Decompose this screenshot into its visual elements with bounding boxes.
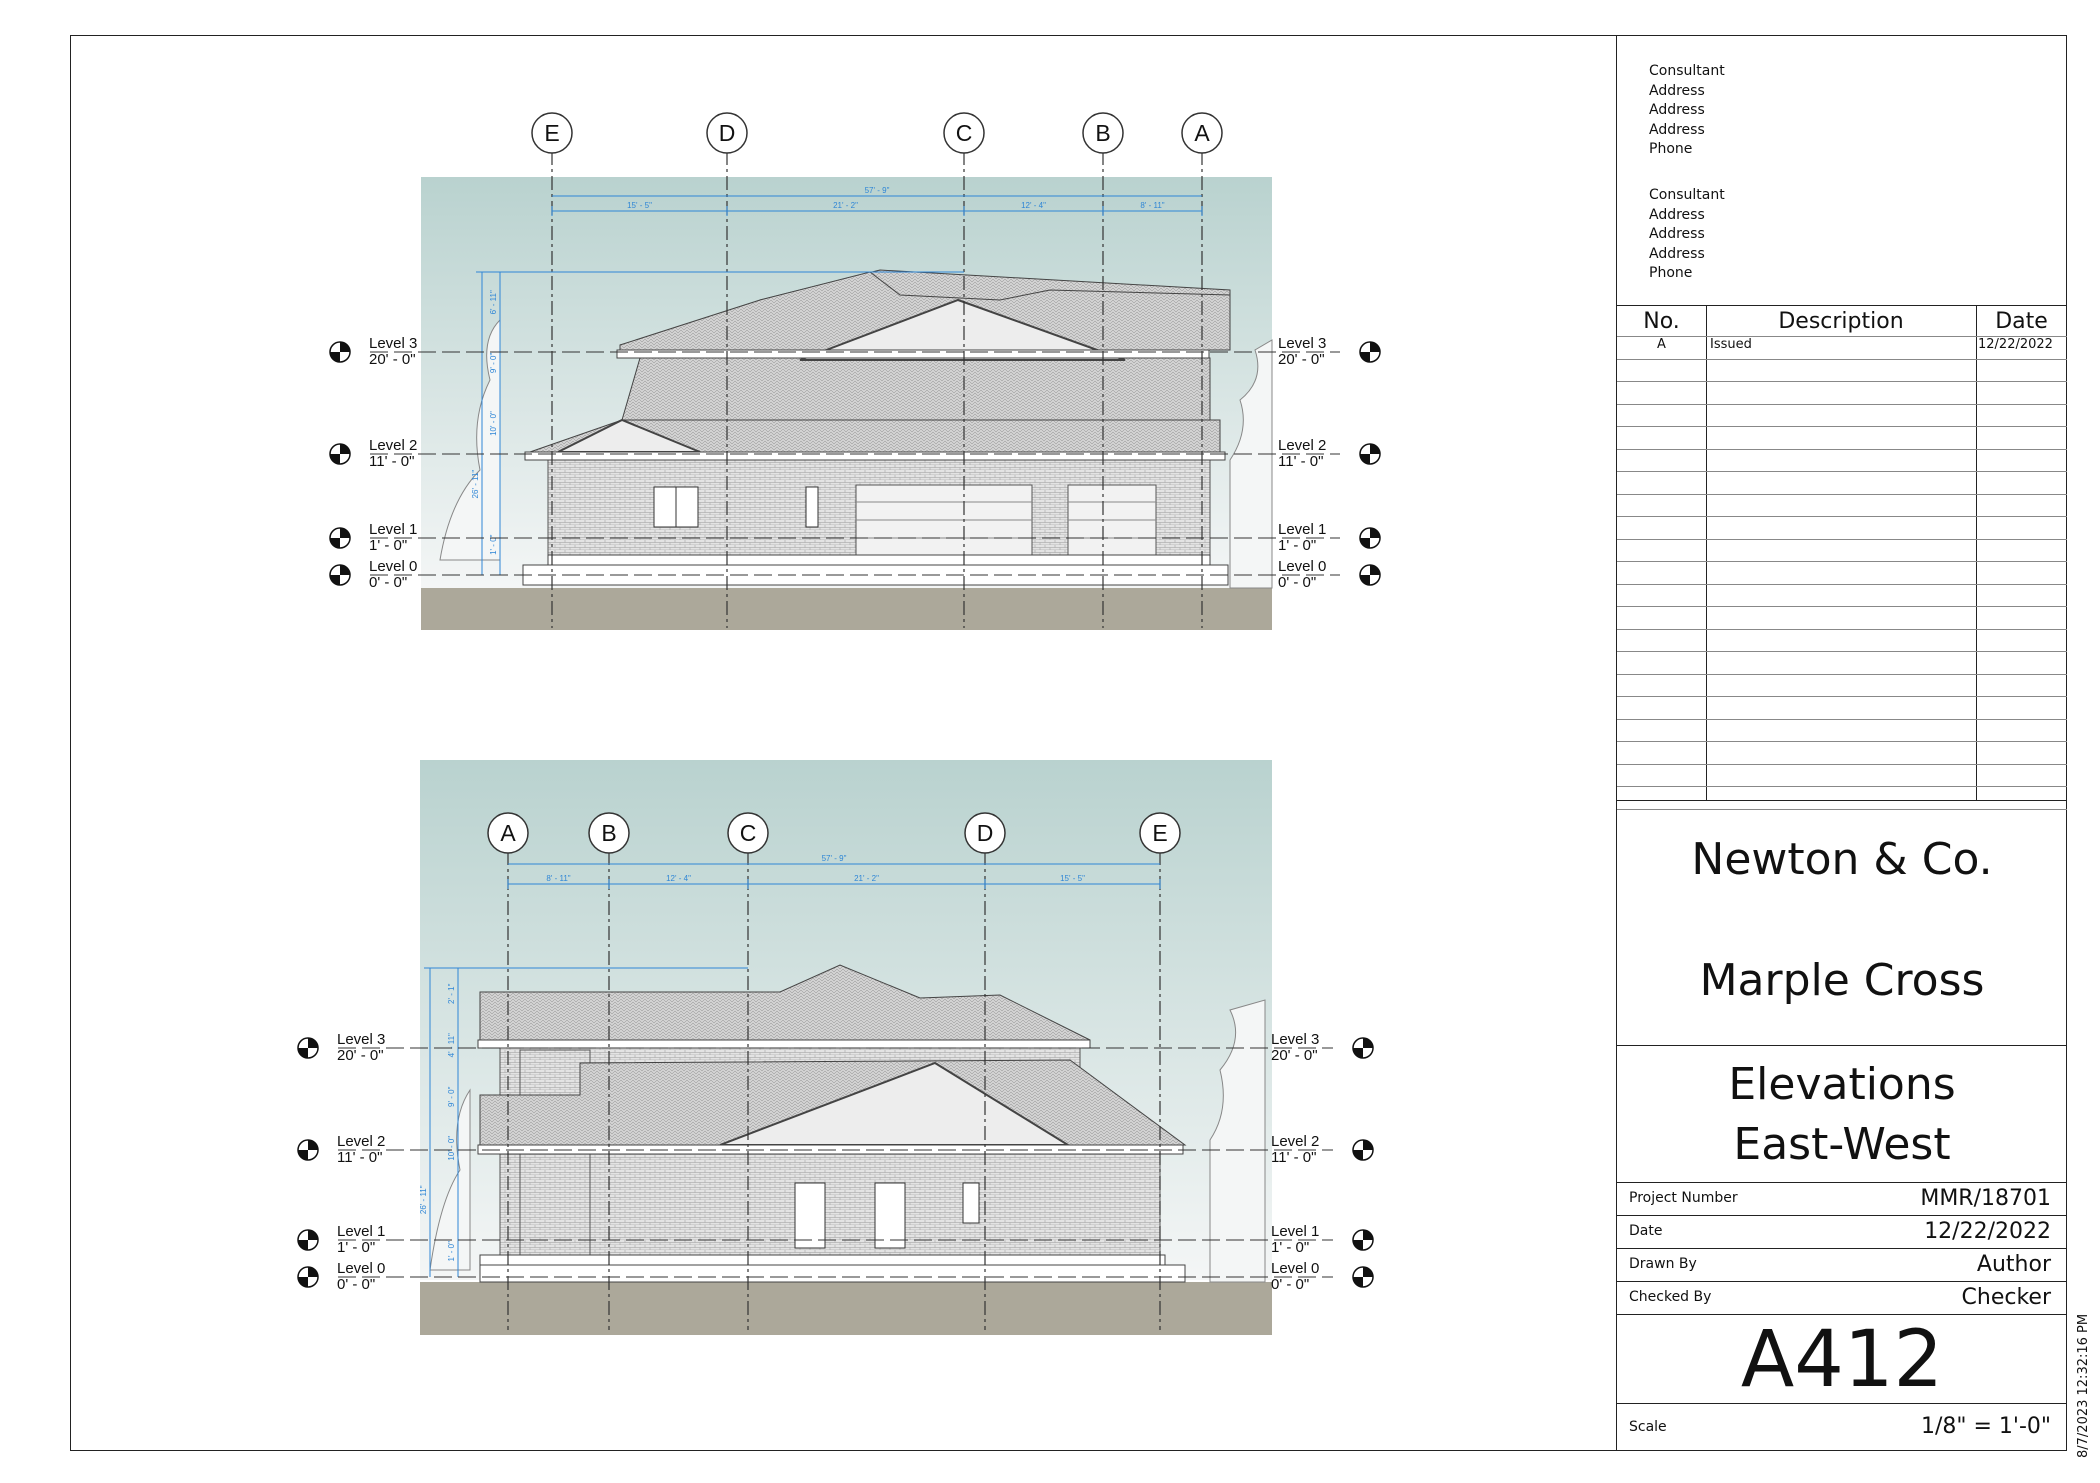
level-name: Level 1 — [1278, 521, 1327, 538]
grid-label: C — [955, 120, 973, 146]
revision-row-empty — [1617, 584, 2067, 601]
grid-label: A — [500, 820, 516, 846]
grid-label: A — [1194, 120, 1210, 146]
vertical-dimension-text: 1' - 0" — [447, 1241, 456, 1262]
print-timestamp-text: 8/7/2023 12:32:16 PM — [2076, 1313, 2091, 1458]
grid-label: C — [739, 820, 757, 846]
level-name: Level 0 — [1278, 558, 1327, 575]
revision-date: 12/22/2022 — [1978, 337, 2053, 352]
sheet-title-line: East-West — [1733, 1118, 1951, 1170]
level-elevation: 11' - 0" — [369, 453, 415, 470]
project-number-value: MMR/18701 — [1920, 1186, 2051, 1211]
level-name: Level 3 — [1278, 335, 1327, 352]
level-marker-icon — [1360, 565, 1380, 585]
revision-row-empty — [1617, 674, 2067, 691]
segment-dimension-text: 12' - 4" — [1021, 201, 1046, 210]
revision-table — [1617, 305, 2067, 801]
segment-dimension-text: 15' - 5" — [627, 201, 652, 210]
level-elevation: 0' - 0" — [1271, 1276, 1310, 1293]
level-marker-icon — [330, 342, 350, 362]
date-row — [1617, 1215, 2067, 1249]
level-name: Level 0 — [369, 558, 418, 575]
vertical-dimension-text: 1' - 0" — [489, 534, 498, 555]
date-value: 12/22/2022 — [1924, 1219, 2051, 1244]
sheet-number: A412 — [1617, 1314, 2067, 1404]
level-marker-icon — [1353, 1038, 1373, 1058]
company-name: Newton & Co. — [1691, 833, 1993, 885]
level-name: Level 2 — [1271, 1133, 1320, 1150]
print-timestamp — [2072, 1280, 2098, 1460]
revision-row — [1617, 336, 2067, 353]
level-elevation: 1' - 0" — [337, 1239, 376, 1256]
grid-label: B — [601, 820, 617, 846]
level-marker-icon — [298, 1140, 318, 1160]
vertical-dimension-text: 2' - 1" — [447, 983, 456, 1004]
vertical-dimension-text: 9' - 0" — [447, 1086, 456, 1107]
grid-label: D — [976, 820, 994, 846]
level-marker-icon — [330, 565, 350, 585]
revision-row-empty — [1617, 516, 2067, 533]
revision-row-empty — [1617, 741, 2067, 758]
level-elevation: 0' - 0" — [337, 1276, 376, 1293]
consultant-name: Consultant — [1649, 63, 1725, 79]
consultant-address: Address — [1649, 206, 1705, 223]
level-name: Level 0 — [337, 1260, 386, 1277]
vertical-dimension-text: 26' - 11" — [471, 469, 480, 499]
consultant-name: Consultant — [1649, 187, 1725, 203]
vertical-dimension-text: 10' - 0" — [447, 1135, 456, 1161]
revision-header-description: Description — [1778, 308, 1904, 334]
project-name: Marple Cross — [1699, 954, 1985, 1006]
revision-row-empty — [1617, 404, 2067, 421]
level-name: Level 3 — [369, 335, 418, 352]
consultant-address: Address — [1649, 226, 1705, 242]
level-name: Level 3 — [337, 1031, 386, 1048]
revision-row-empty — [1617, 696, 2067, 713]
level-elevation: 1' - 0" — [1271, 1239, 1310, 1256]
project-number-label: Project Number — [1629, 1190, 1738, 1206]
level-marker-icon — [1360, 528, 1380, 548]
overall-dimension-text: 57' - 9" — [864, 186, 890, 195]
revision-no: A — [1657, 337, 1666, 352]
level-elevation: 11' - 0" — [1271, 1149, 1317, 1166]
revision-row-empty — [1617, 539, 2067, 556]
segment-dimension-text: 21' - 2" — [833, 201, 858, 210]
revision-row-empty — [1617, 651, 2067, 668]
level-name: Level 1 — [337, 1223, 386, 1240]
level-elevation: 20' - 0" — [369, 351, 416, 368]
revision-row-empty — [1617, 764, 2067, 781]
grid-label: B — [1095, 120, 1111, 146]
level-marker-icon — [298, 1230, 318, 1250]
title-block — [1616, 35, 2067, 1451]
revision-description: Issued — [1710, 337, 1752, 352]
level-elevation: 20' - 0" — [337, 1047, 384, 1064]
sheet-title-line: Elevations — [1728, 1058, 1956, 1110]
segment-dimension-text: 15' - 5" — [1060, 874, 1085, 883]
revision-row-empty — [1617, 606, 2067, 623]
overall-dimension-text: 57' - 9" — [821, 854, 847, 863]
segment-dimension-text: 12' - 4" — [666, 874, 691, 883]
revision-row-empty — [1617, 381, 2067, 398]
vertical-dimension-text: 10' - 0" — [489, 411, 498, 436]
segment-dimension-text: 21' - 2" — [854, 874, 879, 883]
level-marker-icon — [298, 1038, 318, 1058]
level-elevation: 20' - 0" — [1271, 1047, 1318, 1064]
checked-by-label: Checked By — [1629, 1289, 1712, 1305]
level-elevation: 0' - 0" — [1278, 574, 1317, 591]
revision-header-no: No. — [1643, 308, 1680, 334]
scale-label: Scale — [1629, 1419, 1667, 1435]
vertical-dimension-text: 6' - 11" — [489, 290, 498, 315]
consultant-address: Address — [1649, 82, 1705, 99]
revision-row-empty — [1617, 426, 2067, 443]
level-name: Level 1 — [1271, 1223, 1320, 1240]
grid-label: E — [544, 120, 560, 146]
level-elevation: 11' - 0" — [337, 1149, 383, 1166]
revision-row-empty — [1617, 719, 2067, 736]
revision-row-empty — [1617, 629, 2067, 646]
level-elevation: 0' - 0" — [369, 574, 408, 591]
level-elevation: 1' - 0" — [1278, 537, 1317, 554]
consultant-address: Address — [1649, 102, 1705, 118]
project-number-row — [1617, 1182, 2067, 1216]
level-marker-icon — [1353, 1230, 1373, 1250]
level-name: Level 3 — [1271, 1031, 1320, 1048]
level-marker-icon — [1360, 342, 1380, 362]
level-marker-icon — [1360, 444, 1380, 464]
drawn-by-label: Drawn By — [1629, 1256, 1697, 1272]
level-elevation: 1' - 0" — [369, 537, 408, 554]
level-name: Level 2 — [1278, 437, 1327, 454]
revision-row-empty — [1617, 561, 2067, 578]
revision-row-empty — [1617, 494, 2067, 511]
vertical-dimension-text: 4' - 11" — [447, 1033, 456, 1058]
level-marker-icon — [1353, 1267, 1373, 1287]
level-marker-icon — [330, 444, 350, 464]
sheet-title-block — [1617, 1045, 2067, 1183]
revision-row-empty — [1617, 471, 2067, 488]
scale-value: 1/8" = 1'-0" — [1920, 1414, 2051, 1439]
level-elevation: 20' - 0" — [1278, 351, 1325, 368]
consultant-phone: Phone — [1649, 265, 1693, 281]
consultant-block-1 — [1649, 62, 1725, 160]
date-label: Date — [1629, 1223, 1663, 1239]
consultant-phone: Phone — [1649, 141, 1693, 157]
elevation-upper — [421, 177, 1272, 630]
level-marker-icon — [1353, 1140, 1373, 1160]
level-name: Level 0 — [1271, 1260, 1320, 1277]
vertical-dimension-text: 9' - 0" — [489, 352, 498, 374]
drawn-by-value: Author — [1976, 1252, 2051, 1277]
checked-by-value: Checker — [1961, 1285, 2051, 1310]
company-project-block — [1617, 800, 2067, 1046]
checked-by-row — [1617, 1281, 2067, 1315]
level-name: Level 1 — [369, 521, 418, 538]
consultant-address: Address — [1649, 121, 1705, 138]
grid-label: D — [718, 120, 736, 146]
revision-header-date: Date — [1995, 308, 2048, 334]
revision-row-empty — [1617, 359, 2067, 376]
segment-dimension-text: 8' - 11" — [546, 874, 571, 883]
level-name: Level 2 — [369, 437, 418, 454]
level-marker-icon — [298, 1267, 318, 1287]
vertical-dimension-text: 26' - 11" — [419, 1185, 428, 1215]
consultant-block-2 — [1649, 186, 1725, 284]
scale-row — [1617, 1403, 2067, 1450]
grid-label: E — [1152, 820, 1168, 846]
consultant-address: Address — [1649, 245, 1705, 262]
level-name: Level 2 — [337, 1133, 386, 1150]
level-elevation: 11' - 0" — [1278, 453, 1324, 470]
segment-dimension-text: 8' - 11" — [1140, 201, 1165, 210]
revision-row-empty — [1617, 449, 2067, 466]
drawn-by-row — [1617, 1248, 2067, 1282]
level-marker-icon — [330, 528, 350, 548]
